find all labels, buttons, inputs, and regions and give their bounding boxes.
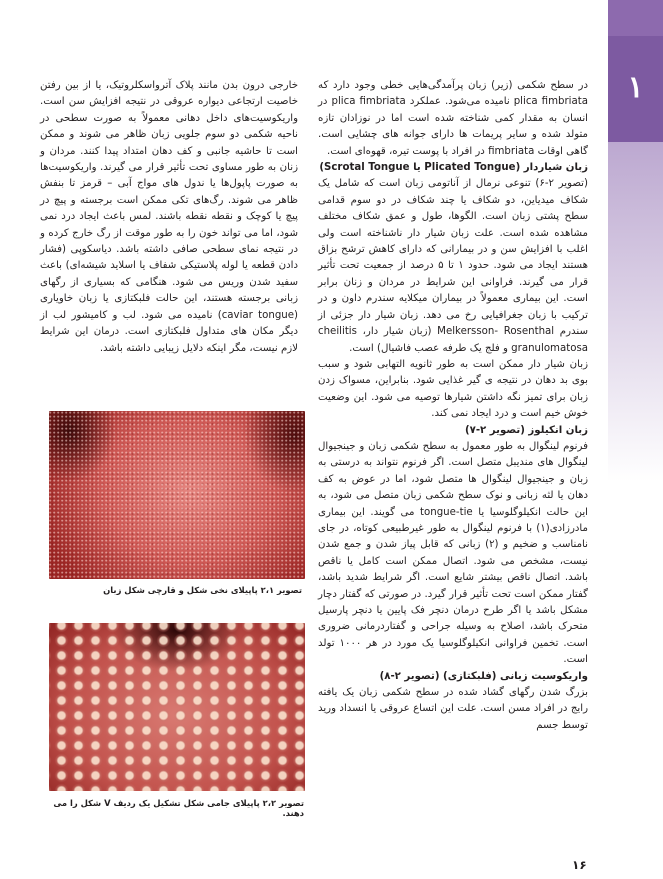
section-heading-varicosity: واریکوسیت زبانی (فلبکتازی) (تصویر ۲-۸) <box>379 670 588 682</box>
text-column-left <box>40 78 298 357</box>
figure-caption: تصویر ۲،۲ پاپیلای جامی شکل تشکیل یک ردیف V شکل را می دهند. <box>53 798 304 818</box>
text-column-right <box>318 78 588 734</box>
tongue-texture <box>49 411 305 579</box>
chapter-number-label: ۱ <box>627 70 644 105</box>
paragraph: زبان شیار دار ممکن است به طور ثانویه التهابی شود و سبب بوی بد دهان در نتیجه ی گیر غذایی شود. بنابراین، مسواک زدن زبان برای تمیز نگه داشتن شیارها توصیه می شود. این وضعیت خوش خیم است و درد ایجاد نمی کند. <box>318 358 588 420</box>
paragraph: (تصویر ۲-۶) تنوعی نرمال از آناتومی زبان است که شامل یک شکاف میدیاین، دو شکاف یا چند شکاف در دو سوم قدامی سطح پشتی زبان است. الگوها، طول و عمق شکاف مختلف مشاهده شده است. علت زبان شیار دار ناشناخته است ولی اغلب با افزایش سن و در بیمارانی که دارای کاهش ترشح بزاق هستند ایجاد می شود. حدود ۱ تا ۵ درصد از جمعیت تحت تأثیر قرار می گیرند. فراوانی این شرایط در مردان و زنان برابر است. این بیماری معمولاً در بیماران میکلایه سندرم داون و در ترکیب با زبان جغرافیایی رخ می دهد. زبان شیار دار جزئی از سندرم Melkersson- Rosenthal (زبان شیار دار، cheilitis granulomatosa و فلج یک طرفه عصب فاشیال) است. <box>318 178 589 354</box>
figure-tongue-papillae-photo <box>49 411 305 579</box>
chapter-number <box>608 36 663 142</box>
paragraph: خارجی درون بدن مانند پلاک آترواسکلروتیک، یا از بین رفتن خاصیت ارتجاعی دیواره عروقی در نتیجه افزایش سن است. واریکوسیت‌های داخل دهانی معمولاً به صورت سطحی در ناحیه شکمی دو سوم جلویی زبان ظاهر می شوند و ممکن است تا حاشیه جانبی و کف دهان امتداد پیدا کنند. مردان و زنان به طور مساوی تحت تأثیر قرار می گیرند. واریکوسیت‌ها به صورت پاپول‌ها یا ندول های مواج آبی – قرمز تا بنفش ظاهر می شوند. رگ‌های تکی ممکن است برجسته و پیچ در پیچ یا کوچک و نقطه نقطه باشند. لمس باعث ایجاد درد نمی شود، اما می تواند خون را به طور موقت از رگ خارج کرده و در نتیجه نمای سطحی صافی داشته باشد. دیاسکوپی (فشار دادن قطعه یا لوله پلاستیکی شفاف یا اسلاید شیشه‌ای) باعث سفید شدن وریس می شود. هنگامی که بسیاری از رگهای زبانی برجسته هستند، این حالت فلبکتازی یا زبان خاویاری (caviar tongue) نامیده می شود. لب و کامیشور لب از دیگر مکان های متداول فلبکتازی است. درمان این شرایط لازم نیست، مگر اینکه دلایل زیبایی داشته باشد. <box>40 80 298 354</box>
papillae-texture <box>49 623 305 791</box>
page-number: ۱۶ <box>572 858 587 872</box>
paragraph: در سطح شکمی (زیر) زبان پرآمدگی‌هایی خطی وجود دارد که plica fimbriata نامیده می‌شود. عملکرد plica fimbriata در انسان به مقدار کمی شناخته شده است اما در نوزادان تازه متولد شده و سایر پریمات ها دارای جوانه های چشایی است. گاهی اوقات fimbriata در افراد با پوست تیره، قهوه‌ای است. <box>318 80 588 157</box>
figure-circumvallate-papillae-photo <box>49 623 305 791</box>
chapter-tab <box>608 0 663 36</box>
section-heading-scrotal-tongue: زبان شیاردار (Plicated Tongue یا Scrotal Tongue) <box>319 162 588 174</box>
paragraph: فرنوم لینگوال به طور معمول به سطح شکمی زبان و جینجیوال لینگوال های مندیبل متصل است. اگر فرنوم نتواند به درستی به زبان و جینجیوال لینگوال ها متصل شود، اما در عوض به کف دهان یا لثه زبانی و نوک سطح شکمی زبان متصل می شود، به این حالت انکیلوگلوسیا یا tongue-tie می گویند. این بیماری مادرزادی(۱) با فرنوم لینگوال به طور غیرطبیعی کوتاه، در جای نامناسب و ضخیم و (۲) زبانی که قابل پیاز شدن و جمع شدن نیست، مشخص می شود. اتصال ممکن است کامل یا ناقص باشد. اتصال ناقص بیشتر شایع است. اگر شرایط شدید باشد، گفتار ممکن است تحت تأثیر قرار گیرد. در صورتی که گفتار دچار مشکل باشد یا اگر طرح درمان دنچر فک پایین یا دنچر پارسیل متحرک باشد، اصلاح به وسیله جراحی و گفتاردرمانی ضروری است. تخمین فراوانی انکیلوگلوسیا یک مورد در هر ۱۰۰۰ تولد است. <box>318 440 589 666</box>
chapter-side-band <box>608 142 663 482</box>
paragraph: بزرگ شدن رگهای گشاد شده در سطح شکمی زبان یک یافته رایج در افراد مسن است. علت این اتساع عروقی یا انسداد ورید توسط جسم <box>318 687 588 731</box>
section-heading-ankyloglossia: زبان انکیلوز (تصویر ۲-۷) <box>464 424 588 436</box>
figure-caption: تصویر ۲،۱ پاپیلای نخی شکل و قارچی شکل زبان <box>103 585 302 595</box>
